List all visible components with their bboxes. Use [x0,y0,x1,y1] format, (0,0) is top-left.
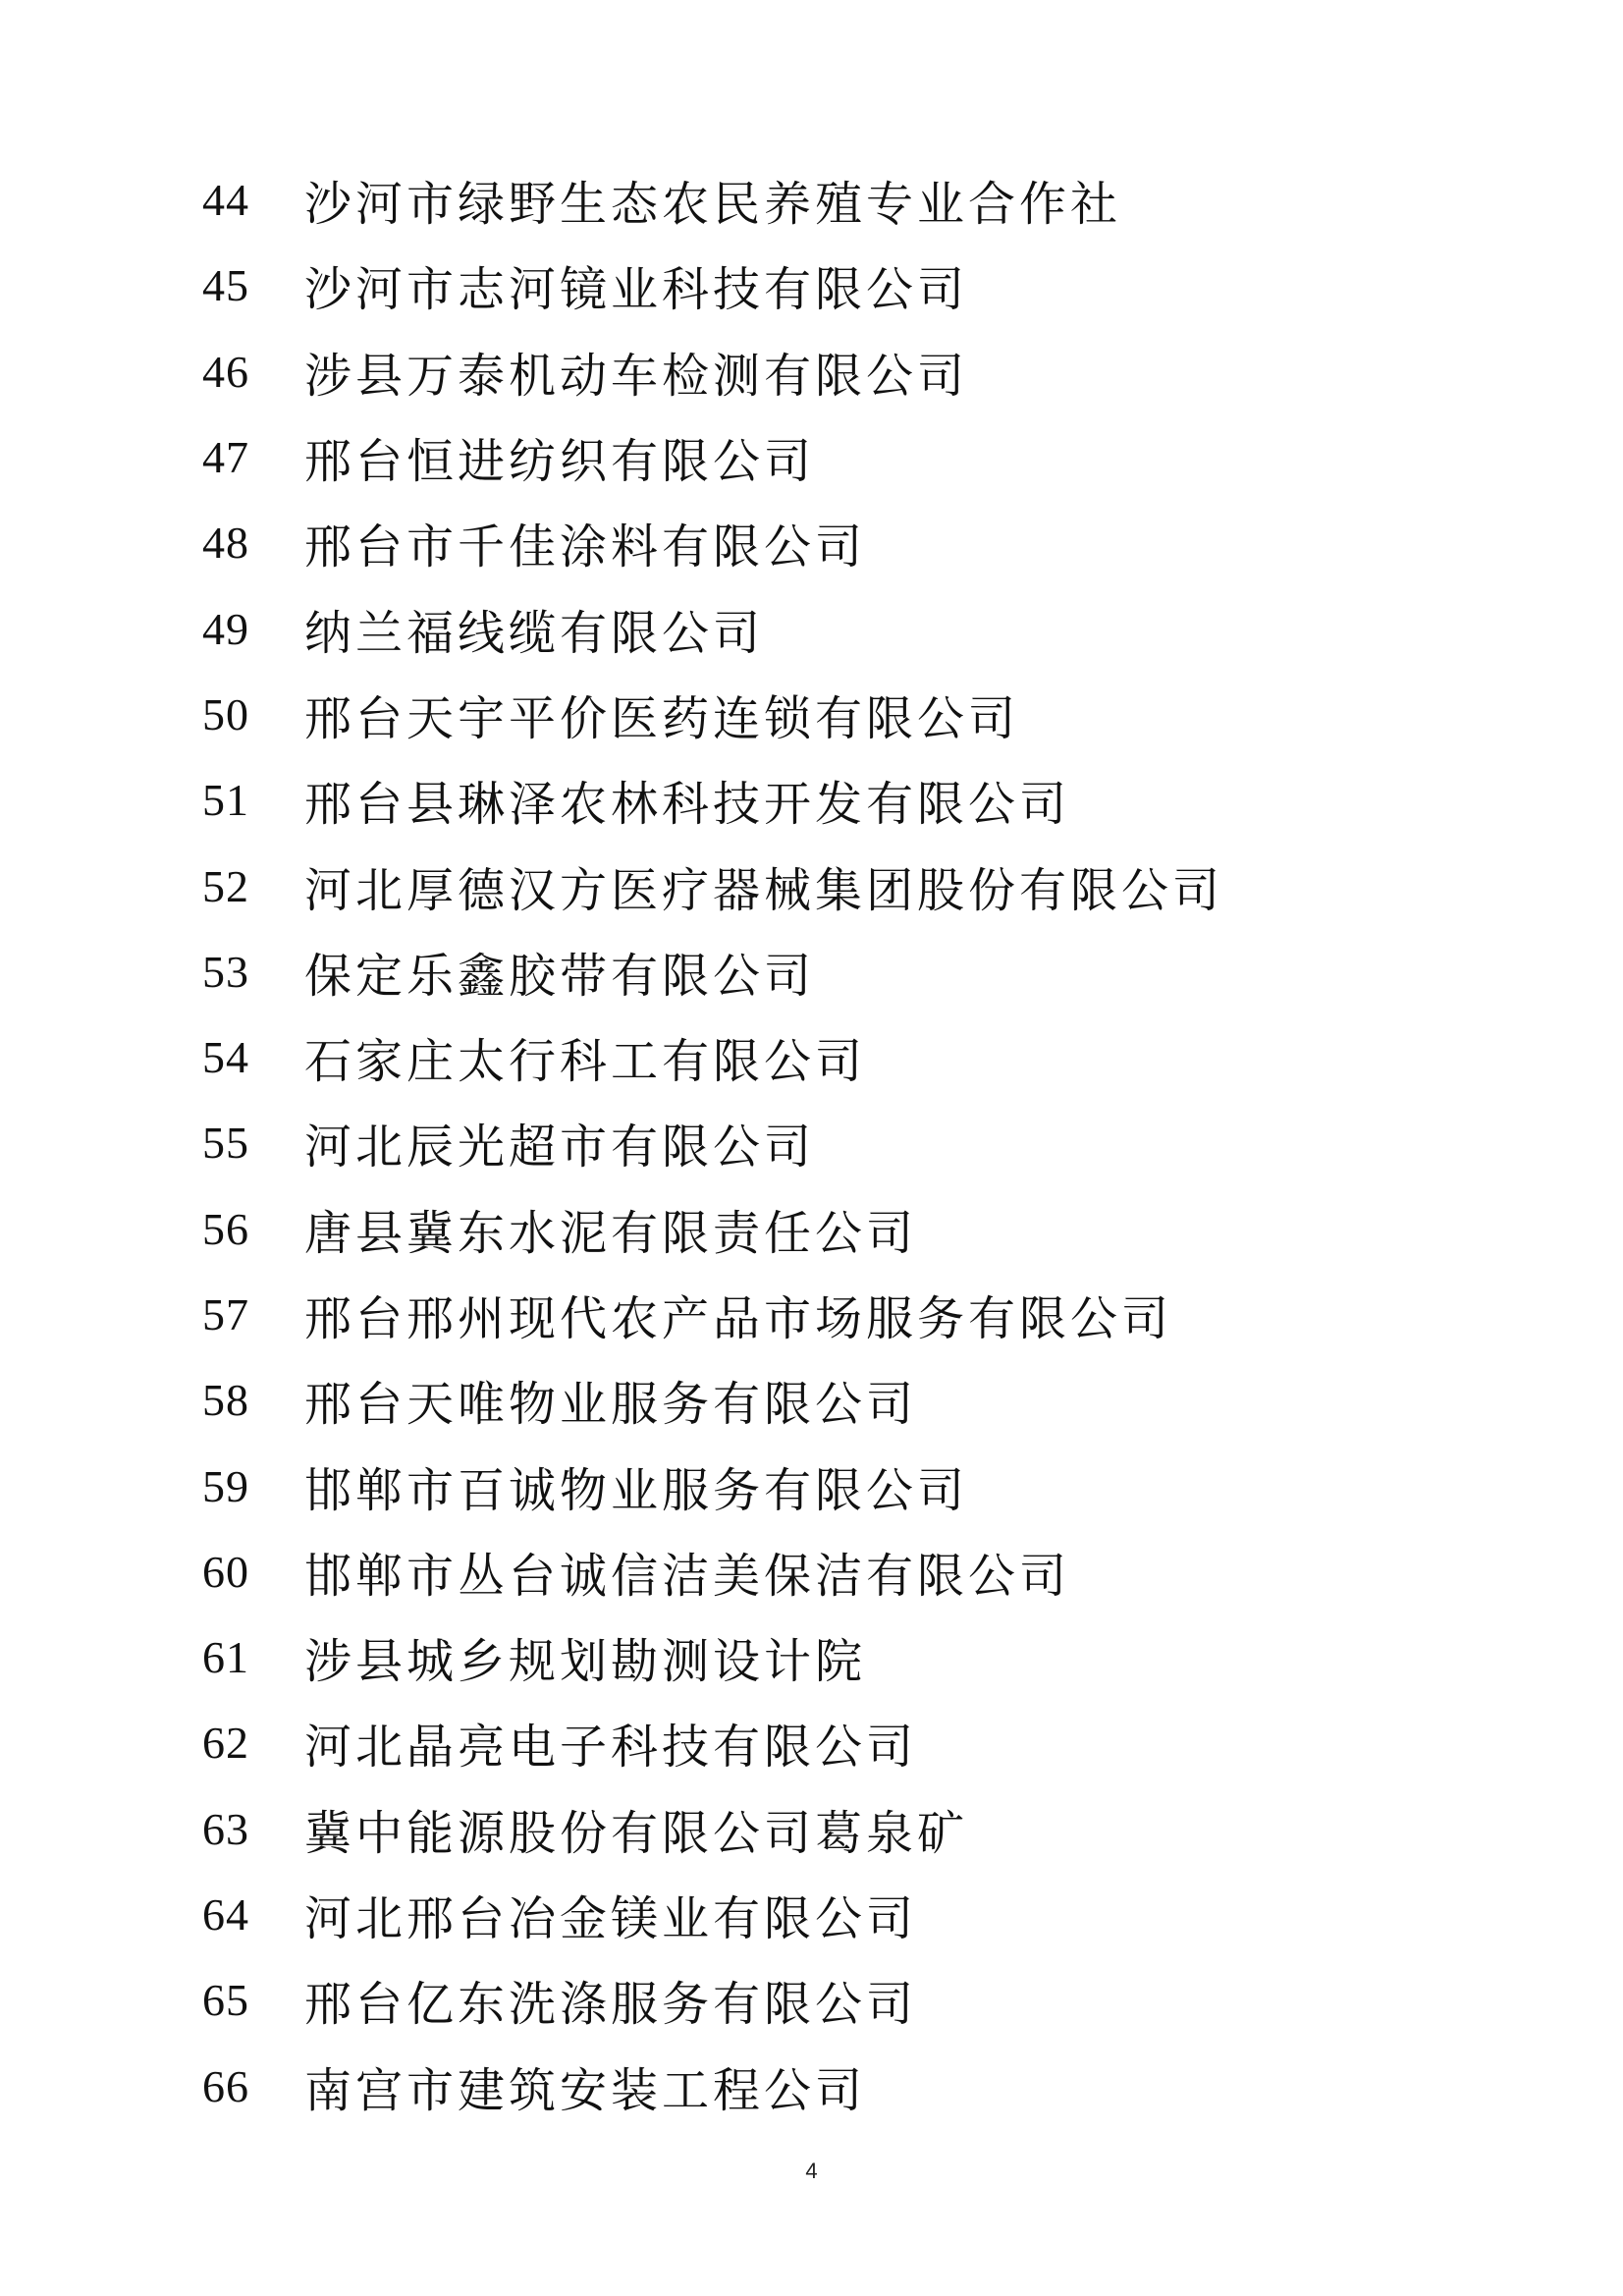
list-item-company-name: 邢台县琳泽农林科技开发有限公司 [304,777,1071,833]
list-item-number: 51 [202,775,249,826]
list-item [202,1014,1479,1100]
list-item-company-name: 邢台恒进纺织有限公司 [304,434,816,490]
list-item-company-name: 河北邢台冶金镁业有限公司 [304,1891,918,1947]
list-item [202,1872,1479,1957]
list-item-company-name: 沙河市志河镜业科技有限公司 [304,262,969,318]
list-item [202,414,1479,500]
list-item-company-name: 保定乐鑫胶带有限公司 [304,948,816,1004]
list-item [202,500,1479,585]
company-list [202,157,1479,2129]
list-item-number: 44 [202,175,249,226]
list-item-number: 56 [202,1203,249,1254]
list-item-company-name: 涉县城乡规划勘测设计院 [304,1634,867,1690]
list-item-company-name: 唐县冀东水泥有限责任公司 [304,1205,918,1261]
list-item [202,1786,1479,1872]
list-item [202,157,1479,243]
list-item [202,1100,1479,1185]
list-item [202,843,1479,928]
list-item-company-name: 河北辰光超市有限公司 [304,1120,816,1175]
page-number: 4 [805,2159,818,2183]
list-item [202,1272,1479,1357]
list-item-number: 53 [202,946,249,997]
list-item-number: 64 [202,1889,249,1941]
list-item-company-name: 邢台天宇平价医药连锁有限公司 [304,690,1020,746]
list-item [202,1443,1479,1528]
list-item-company-name: 邢台邢州现代农产品市场服务有限公司 [304,1291,1173,1346]
list-item-company-name: 邢台市千佳涂料有限公司 [304,519,867,575]
list-item [202,2044,1479,2129]
list-item-number: 62 [202,1718,249,1769]
list-item-number: 49 [202,603,249,654]
list-item-company-name: 河北晶亮电子科技有限公司 [304,1720,918,1776]
list-item-number: 60 [202,1546,249,1597]
list-item-company-name: 南宫市建筑安装工程公司 [304,2062,867,2118]
list-item-number: 58 [202,1375,249,1426]
list-item-company-name: 邯郸市百诚物业服务有限公司 [304,1462,969,1518]
list-item [202,329,1479,414]
list-item [202,929,1479,1014]
list-item [202,672,1479,757]
list-item-number: 55 [202,1118,249,1169]
list-item-company-name: 涉县万泰机动车检测有限公司 [304,348,969,404]
list-item-number: 48 [202,518,249,569]
list-item [202,1700,1479,1785]
list-item-number: 47 [202,432,249,483]
list-item-number: 52 [202,860,249,911]
list-item [202,1186,1479,1272]
list-item-company-name: 邯郸市丛台诚信洁美保洁有限公司 [304,1548,1071,1604]
list-item-company-name: 河北厚德汉方医疗器械集团股份有限公司 [304,862,1224,918]
list-item-number: 59 [202,1460,249,1511]
list-item-number: 54 [202,1032,249,1083]
list-item-number: 50 [202,688,249,739]
list-item-number: 61 [202,1632,249,1683]
list-item [202,585,1479,671]
list-item-number: 46 [202,346,249,397]
list-item-company-name: 沙河市绿野生态农民养殖专业合作社 [304,177,1122,233]
list-item-company-name: 纳兰福线缆有限公司 [304,605,765,661]
list-item [202,1357,1479,1443]
list-item-number: 45 [202,260,249,311]
list-item-company-name: 冀中能源股份有限公司葛泉矿 [304,1805,969,1861]
list-item-number: 57 [202,1289,249,1339]
list-item [202,243,1479,328]
list-item-company-name: 石家庄太行科工有限公司 [304,1034,867,1090]
list-item-number: 65 [202,1975,249,2026]
list-item-company-name: 邢台天唯物业服务有限公司 [304,1377,918,1433]
list-item [202,757,1479,843]
list-item [202,1614,1479,1700]
list-item-number: 63 [202,1803,249,1854]
list-item [202,1529,1479,1614]
list-item-company-name: 邢台亿东洗涤服务有限公司 [304,1977,918,2033]
list-item-number: 66 [202,2060,249,2111]
list-item [202,1957,1479,2043]
